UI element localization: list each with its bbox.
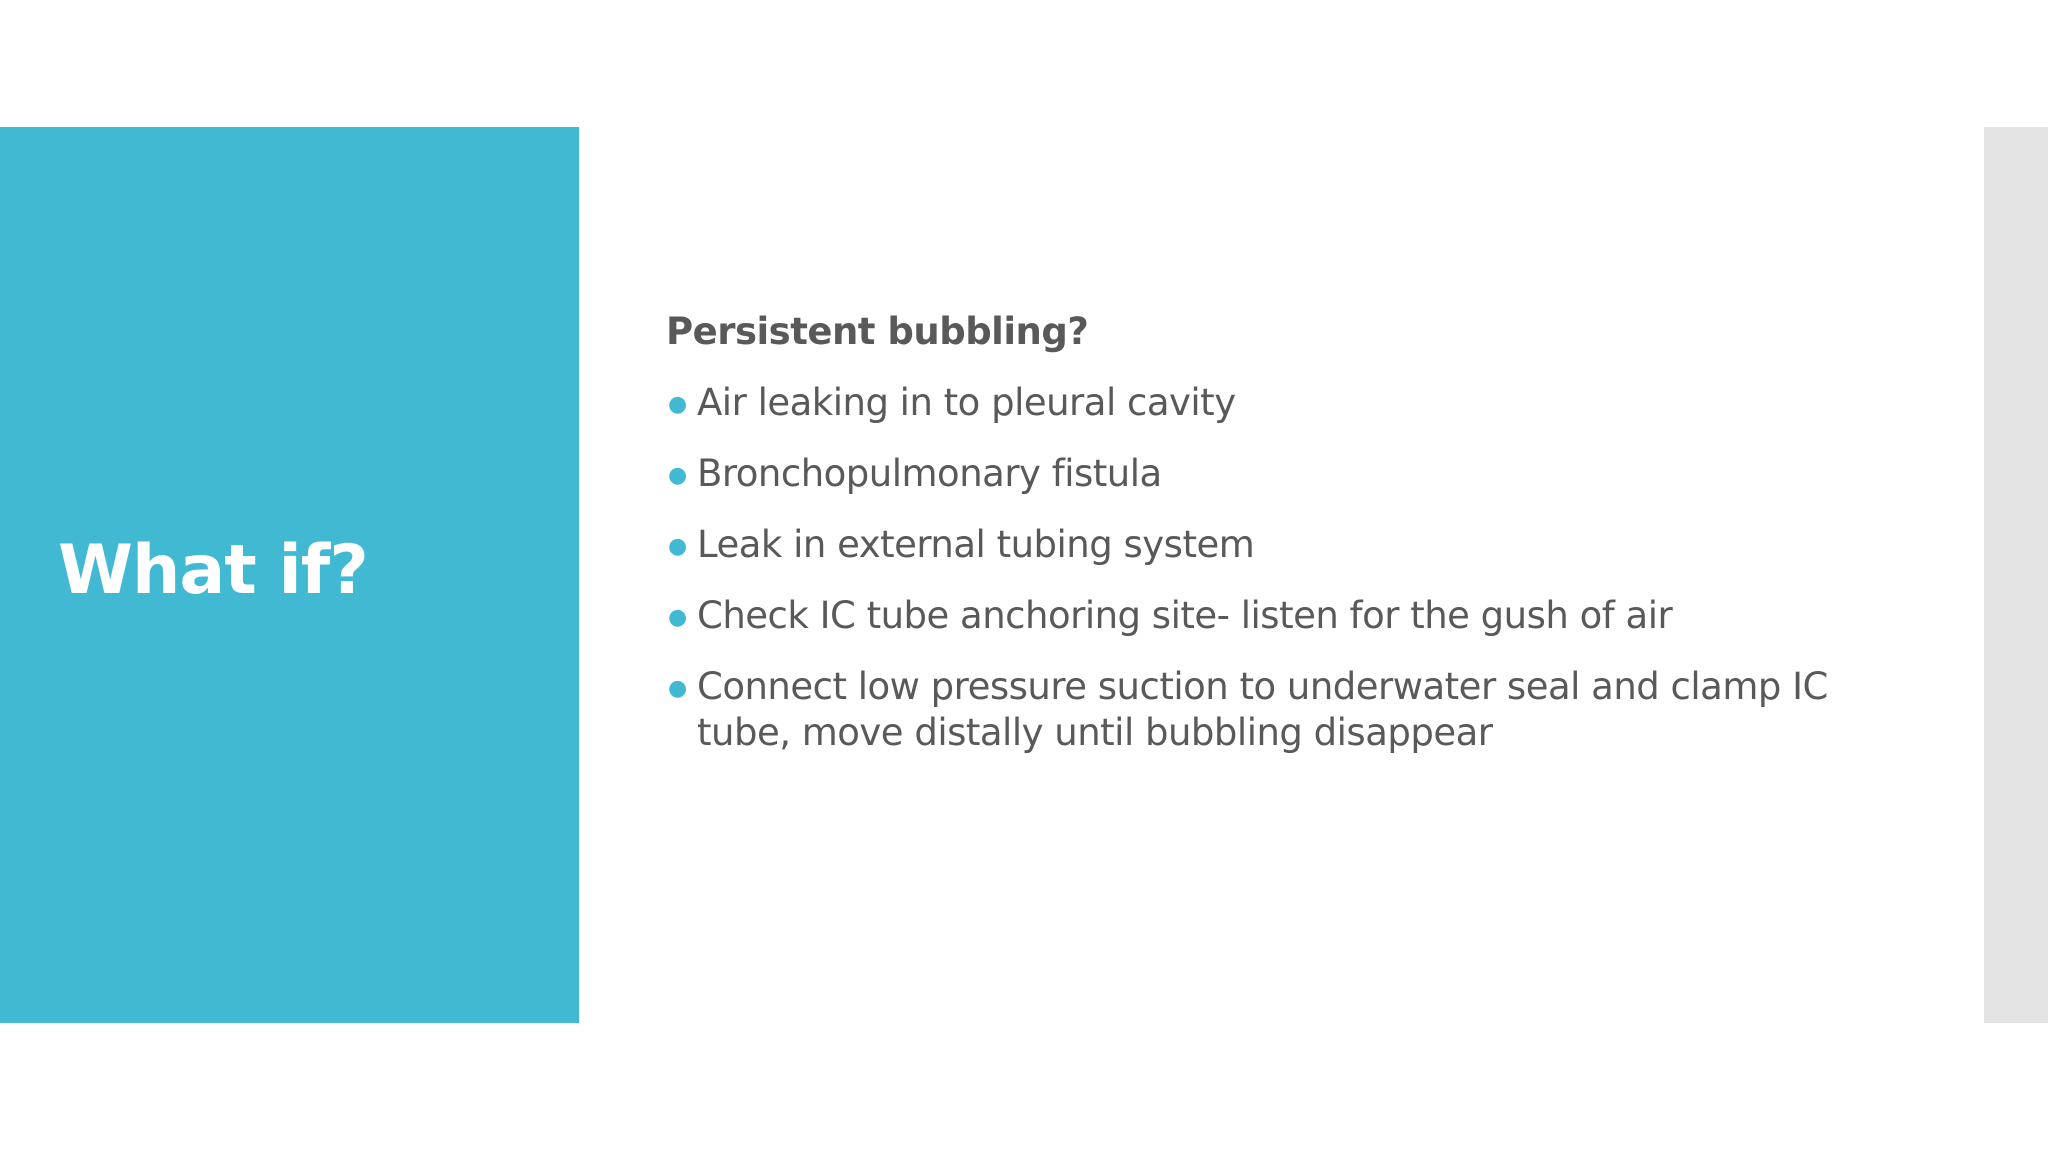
content-area <box>666 306 1866 781</box>
bullet-item <box>666 451 1866 497</box>
bullet-dot-icon: ● <box>668 605 687 630</box>
bullet-text: Bronchopulmonary fistula <box>697 452 1162 495</box>
bullet-dot-icon: ● <box>668 676 687 701</box>
bullet-text: Leak in external tubing system <box>697 523 1255 566</box>
bullet-text: Check IC tube anchoring site- listen for the gush of air <box>697 594 1673 637</box>
bullet-item <box>666 522 1866 568</box>
bullet-item <box>666 664 1866 756</box>
bullet-dot-icon: ● <box>668 392 687 417</box>
bullet-list <box>666 380 1866 756</box>
bullet-dot-icon: ● <box>668 534 687 559</box>
bullet-text: Air leaking in to pleural cavity <box>697 381 1236 424</box>
right-side-strip <box>1984 127 2048 1023</box>
bullet-text: Connect low pressure suction to underwater seal and clamp IC tube, move distally until bubbling disappear <box>697 665 1828 754</box>
bullet-item <box>666 593 1866 639</box>
subheading: Persistent bubbling? <box>666 310 1089 353</box>
slide-title: What if? <box>58 531 368 610</box>
bullet-dot-icon: ● <box>668 463 687 488</box>
bullet-item <box>666 380 1866 426</box>
